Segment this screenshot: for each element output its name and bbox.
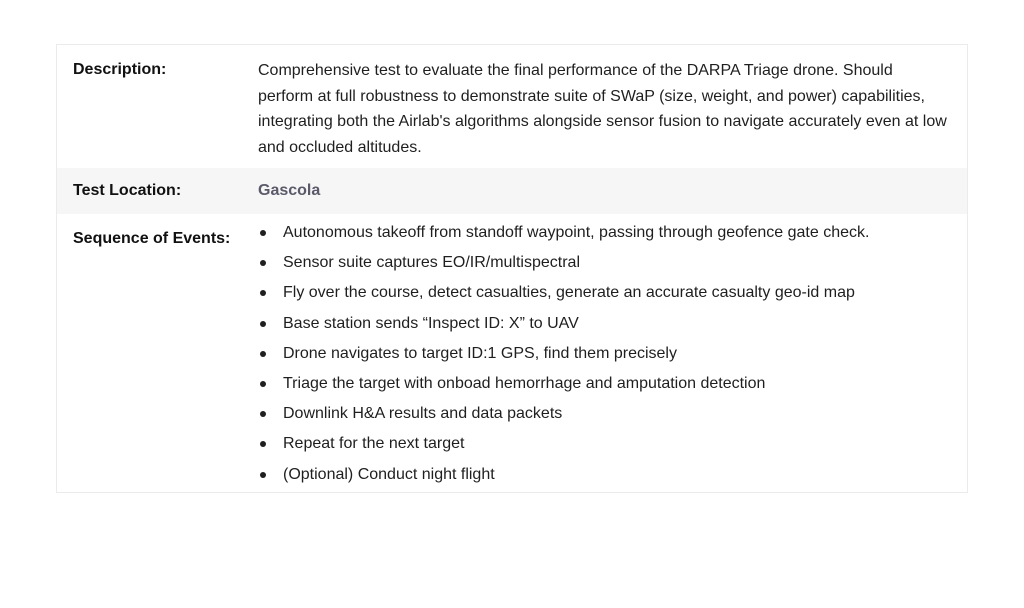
list-item [258,464,947,494]
list-item [258,403,947,433]
list-item-text: Sensor suite captures EO/IR/multispectral [283,254,581,272]
sequence-row [57,214,967,492]
bullet-icon [260,472,266,478]
sequence-list [258,214,947,494]
test-location-select[interactable]: Gascola [258,182,321,199]
list-item-text: Downlink H&A results and data packets [283,405,563,423]
list-item-text: Triage the target with onboad hemorrhage and amputation detection [283,374,766,392]
list-item-text: Autonomous takeoff from standoff waypoint, passing through geofence gate check. [283,224,870,241]
description-label: Description: [73,61,167,78]
bullet-icon [260,351,266,357]
bullet-icon [260,290,266,296]
list-item [258,433,947,463]
test-location-row [57,168,967,214]
bullet-icon [260,260,266,266]
list-item-text: (Optional) Conduct night flight [283,465,495,483]
bullet-icon [260,321,266,327]
list-item [258,373,947,403]
list-item-text: Repeat for the next target [283,435,465,453]
list-item [258,313,947,343]
list-item [258,343,947,373]
test-location-label: Test Location: [73,182,182,199]
description-value[interactable]: Comprehensive test to evaluate the final performance of the DARPA Triage drone. Should perform at full robustness to demonstrate suite of SWaP (size, weight, and power) capabilities, integrating both the Airlab's algorithms alongside sensor fusion to navigate accurately even at low and occluded altitudes. [258,62,947,156]
list-item-text: Fly over the course, detect casualties, generate an accurate casualty geo-id map [283,284,855,302]
sequence-value[interactable] [258,214,967,492]
bullet-icon [260,411,266,417]
list-item-text: Drone navigates to target ID:1 GPS, find them precisely [283,344,677,362]
list-item [258,282,947,312]
properties-table [56,44,968,493]
list-item-text: Base station sends “Inspect ID: X” to UAV [283,314,579,332]
sequence-label: Sequence of Events: [73,230,231,247]
description-row [57,45,967,168]
list-item [258,222,947,252]
bullet-icon [260,230,266,236]
bullet-icon [260,441,266,447]
bullet-icon [260,381,266,387]
list-item [258,252,947,282]
